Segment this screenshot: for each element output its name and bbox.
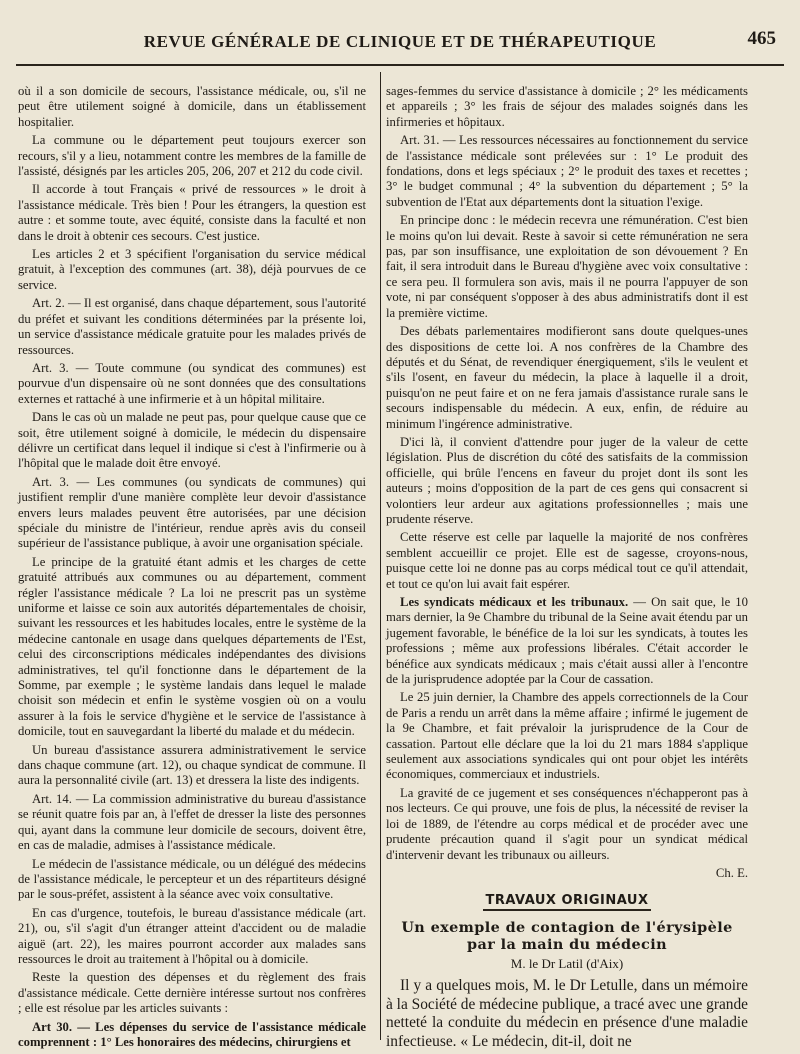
section-heading bbox=[386, 893, 748, 910]
paragraph-text: Art. 2. — Il est organisé, dans chaque département, sous l'autorité du préfet et suivant les conditions déterminées par la présente loi, un service d'assistance médicale gratuite pour les malades privés de ressources. bbox=[18, 296, 366, 357]
paragraph-text: Cette réserve est celle par laquelle la majorité de nos confrères semblent accueillir ce projet. Elle est de sagesse, croyons-nous, puisque cette loi ne donne pas au corps médical tout ce qu'il attendait, et tout ce qu'on lui avait fait espérer. bbox=[386, 530, 748, 591]
paragraph bbox=[18, 792, 366, 854]
running-header bbox=[18, 26, 782, 58]
paragraph-text: Un bureau d'assistance assurera administrativement le service dans chaque commune (art. 12), ou chaque syndicat de commune. Il aura la personnalité civile (art. 13) et dressera la liste des indigents. bbox=[18, 742, 366, 788]
paragraph bbox=[18, 906, 366, 968]
section-heading-text: TRAVAUX ORIGINAUX bbox=[483, 893, 650, 910]
paragraph-text: En cas d'urgence, toutefois, le bureau d'assistance médicale (art. 21), ou, s'il s'agit d'un étranger atteint d'accident ou de maladie aiguë (art. 22), les maires pourront accorder aux malades sans ressources le droit au traitement à l'hôpital ou à domicile. bbox=[18, 905, 366, 966]
paragraph bbox=[18, 84, 366, 130]
paragraph bbox=[386, 324, 748, 432]
paragraph-text: Le médecin de l'assistance médicale, ou un délégué des médecins de l'assistance médicale, le percepteur et un des répartiteurs désigné par le sous-préfet, assistent à la séance avec voix consultative. bbox=[18, 856, 366, 902]
paragraph bbox=[386, 84, 748, 130]
column-divider bbox=[380, 72, 381, 1040]
paragraph bbox=[18, 857, 366, 903]
article-title-line-2: par la main du médecin bbox=[467, 935, 667, 953]
left-column bbox=[18, 84, 366, 1053]
paragraph bbox=[18, 970, 366, 1016]
right-column bbox=[386, 84, 748, 1054]
paragraph bbox=[18, 743, 366, 789]
article-body-paragraph: Il y a quelques mois, M. le Dr Letulle, dans un mémoire à la Société de médecine publique, a tracé avec une grande netteté la conduite du médecin en présence d'une maladie infectieuse. « Le médecin, dit-il, doit ne bbox=[386, 977, 748, 1050]
paragraph bbox=[18, 410, 366, 472]
article-body bbox=[386, 977, 748, 1051]
paragraph-text: — On sait que, le 10 mars dernier, la 9e Chambre du tribunal de la Seine avait étendu par un jugement favorable, le bénéfice de la loi sur les syndicats, à toutes les professions ; même aux professions libérales. C'était accorder le bénéfice aux syndicats médicaux ; mais c'était aussi aller à l'encontre de la jurisprudence adoptée par la Cour de cassation. bbox=[386, 595, 748, 687]
article-title bbox=[386, 919, 748, 953]
header-rule bbox=[16, 64, 784, 66]
paragraph-text: Art. 31. — Les ressources nécessaires au fonctionnement du service de l'assistance médicale sont prélevées sur : 1° Le produit des fondations, dons et legs spéciaux ; 2° le produit des taxes et recettes ; 3° le budget communal ; 4° la subvention du département ; 5° la subvention de l'Etat aux départements dont la situation l'exige. bbox=[386, 133, 748, 209]
paragraph bbox=[18, 475, 366, 552]
paragraph bbox=[386, 530, 748, 592]
paragraph bbox=[18, 361, 366, 407]
paragraph-text: La gravité de ce jugement et ses conséquences n'échapperont pas à nos lecteurs. Ce qui prouve, une fois de plus, la nécessité de reviser la loi de 1889, de l'étendre au corps médical et de procéder avec une prudente précaution quand il s'agit pour un syndicat médical d'intervenir devant les tribunaux ou ailleurs. bbox=[386, 785, 748, 862]
paragraph bbox=[18, 1020, 366, 1051]
paragraph bbox=[18, 296, 366, 358]
paragraph-text: Le 25 juin dernier, la Chambre des appels correctionnels de la Cour de Paris a rendu un arrêt dans la même affaire ; infirmé le jugement de la 9e Chambre, et fait prévaloir la jurisprudence de la Cour de cassation. Partout elle déclare que la loi du 21 mars 1884 s'applique seulement aux associations syndicales qui ont pour objet les intérêts économiques, commerciaux et industriels. bbox=[386, 690, 748, 782]
paragraph bbox=[386, 435, 748, 527]
paragraph-text: Art. 3. — Toute commune (ou syndicat des communes) est pourvue d'un dispensaire où ne sont données que des consultations externes et rattaché à une infirmerie et à un hôpital militaire. bbox=[18, 360, 366, 406]
paragraph-text: Reste la question des dépenses et du règlement des frais d'assistance médicale. Cette dernière intéresse surtout nos confrères ; elle est résolue par les articles suivants : bbox=[18, 970, 366, 1016]
paragraph-text: D'ici là, il convient d'attendre pour juger de la valeur de cette législation. Plus de discrétion du côté des satisfaits de la commission officielle, qui brûle l'encens en faveur du projet dont ils sont les auteurs ; moins d'opposition de la part de ces gens qui consacrent si volontiers leur ardeur aux agitations professionnelles ; mais une prudente réserve. bbox=[386, 434, 748, 526]
paragraph-text: Des débats parlementaires modifieront sans doute quelques-unes des dispositions de cette loi. A nos confrères de la Chambre des députés et du Sénat, de revendiquer énergiquement, s'ils le veulent et s'ils l'osent, en faveur du médecin, la place à laquelle il a droit, puisqu'on ne peut faire et on ne fera jamais d'assistance rurale sans le secours indispensable du médecin. A eux, enfin, de réduire au minimum l'ingérence administrative. bbox=[386, 324, 748, 431]
paragraph bbox=[386, 690, 748, 782]
paragraph-text: Les articles 2 et 3 spécifient l'organisation du service médical gratuit, à l'exception des communes (art. 38), déjà pourvues de ce service. bbox=[18, 247, 366, 292]
paragraph-text: Le principe de la gratuité étant admis et les charges de cette gratuité attribués aux communes ou au département, comment régler l'assistance médicale ? La loi ne prescrit pas un système uniforme et laisse ce soin aux autorités départementales de choisir, suivant les ressources et les habitudes locales, entre le système de la médecine cantonale en usage dans quelques départements de l'Est, celui des circonscriptions médicales indépendantes des divisions administratives, tel qu'il fonctionne dans le département de la Somme, par exemple ; le système landais dans lequel le malade choisit son médecin et enfin le système vosgien où on a voulu assurer à la fois le service d'hygiène et le service de l'assistance à domicile, tout en sauvegardant la liberté du malade et du médecin. bbox=[18, 554, 366, 739]
article-title-line-1: Un exemple de contagion de l'érysipèle bbox=[401, 918, 733, 936]
paragraph bbox=[18, 133, 366, 179]
paragraph-text: Il accorde à tout Français « privé de ressources » le droit à l'assistance médicale. Très bien ! Pour les étrangers, la question est autre : et somme toute, avec équité, consiste dans la faculté et non dans le droit à obtenir ces secours. C'est justice. bbox=[18, 182, 366, 243]
paragraph bbox=[386, 786, 748, 863]
signature: Ch. E. bbox=[715, 865, 748, 880]
paragraph bbox=[18, 247, 366, 293]
paragraph bbox=[386, 595, 748, 687]
page-number: 465 bbox=[747, 28, 776, 49]
paragraph-text: sages-femmes du service d'assistance à domicile ; 2° les médicaments et appareils ; 3° les frais de séjour des malades soignés dans les infirmeries et hôpitaux. bbox=[386, 84, 748, 129]
paragraph bbox=[18, 555, 366, 740]
paragraph-lead: Les syndicats médicaux et les tribunaux. bbox=[400, 595, 629, 609]
paragraph-text: La commune ou le département peut toujours exercer son recours, s'il y a lieu, notamment contre les membres de la famille de l'assisté, désignés par les articles 205, 206, 207 et 212 du code civil. bbox=[18, 133, 366, 179]
journal-title: REVUE GÉNÉRALE DE CLINIQUE ET DE THÉRAPEUTIQUE bbox=[143, 32, 657, 51]
paragraph-text: Art 30. — Les dépenses du service de l'assistance médicale comprennent : 1° Les honoraires des médecins, chirurgiens et bbox=[18, 1019, 366, 1049]
paragraph-text: Art. 14. — La commission administrative du bureau d'assistance se réunit quatre fois par an, à l'effet de dresser la liste des personnes qui, ayant dans la commune leur domicile de secours, doivent être, en cas de maladie, admises à l'assistance médicale. bbox=[18, 791, 366, 853]
paragraph-text: Dans le cas où un malade ne peut pas, pour quelque cause que ce soit, être utilement soigné à domicile, le médecin du dispensaire délivre un certificat dans lequel il indique si c'est à l'infirmerie ou à l'hôpital que le malade doit être envoyé. bbox=[18, 410, 366, 471]
paragraph-text: Art. 3. — Les communes (ou syndicats de communes) qui justifient remplir d'une manière complète leur devoir d'assistance envers leurs malades peuvent être autorisées, par une décision spéciale du ministre de l'intérieur, rendue après avis du conseil supérieur de l'assistance publique, à avoir une organisation spéciale. bbox=[18, 474, 366, 551]
paragraph-text: où il a son domicile de secours, l'assistance médicale, ou, s'il ne peut être utilement soigné à domicile, dans un établissement hospitalier. bbox=[18, 84, 366, 129]
right-column-paragraphs bbox=[386, 84, 748, 863]
paragraph bbox=[386, 133, 748, 210]
article-byline: M. le Dr Latil (d'Aix) bbox=[510, 955, 624, 971]
paragraph bbox=[386, 213, 748, 321]
paragraph bbox=[18, 182, 366, 244]
paragraph-text: En principe donc : le médecin recevra une rémunération. C'est bien le moins qu'on lui devait. Reste à savoir si cette rémunération ne sera pas, par son insuffisance, une exploitation de son dévouement ? En fait, il sera introduit dans le Bureau d'hygiène avec voix consultative : ce sera peu. Il formulera son avis, mais il ne pourra l'appuyer de son vote, ni par conséquent s'opposer à des abus administratifs dont il est la première victime. bbox=[386, 213, 748, 320]
